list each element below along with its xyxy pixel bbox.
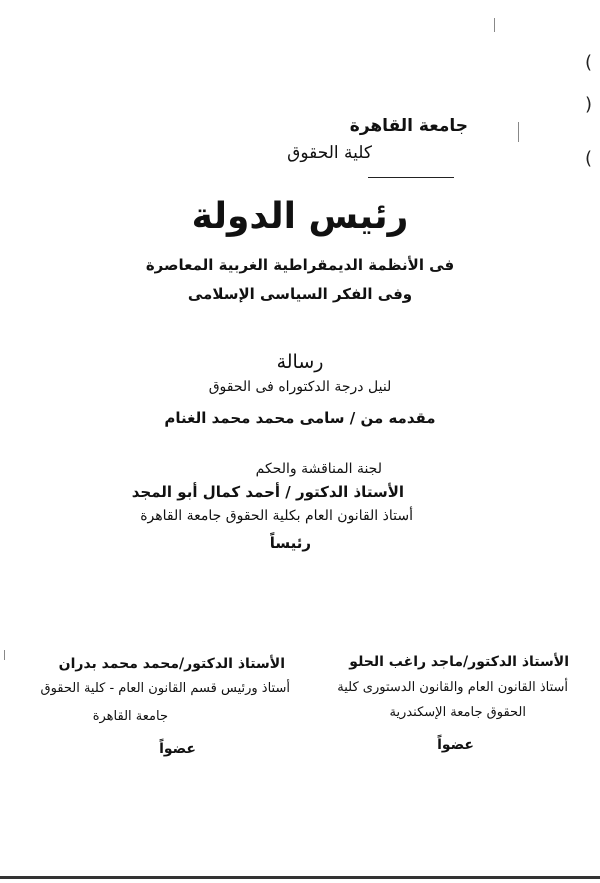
header-divider	[368, 177, 454, 178]
member-title-line-1: أستاذ ورئيس قسم القانون العام - كلية الحقوق	[40, 681, 290, 696]
chair-name: الأستاذ الدكتور / أحمد كمال أبو المجد	[131, 483, 404, 501]
chair-role: رئيساً	[269, 534, 311, 552]
university-name: جامعة القاهرة	[349, 116, 468, 136]
member-name: الأستاذ الدكتور/ماجد راغب الحلو	[349, 654, 569, 670]
member-role: عضواً	[159, 741, 196, 757]
member-role: عضواً	[437, 737, 474, 753]
thesis-label: رسالة	[276, 351, 324, 373]
member-title-line-1: أستاذ القانون العام والقانون الدستورى كلية	[337, 680, 568, 695]
thesis-title: رئيس الدولة	[191, 196, 409, 237]
member-title-line-2: جامعة القاهرة	[92, 709, 168, 724]
scan-speck	[4, 650, 5, 660]
margin-bracket-mark: )	[585, 94, 593, 115]
page-bottom-edge	[0, 876, 600, 879]
scan-speck	[518, 122, 519, 142]
member-name: الأستاذ الدكتور/محمد محمد بدران	[58, 656, 285, 672]
committee-heading: لجنة المناقشة والحكم	[255, 461, 382, 477]
margin-bracket-mark: (	[585, 52, 593, 73]
thesis-subtitle-line-2: وفى الفكر السياسى الإسلامى	[187, 285, 413, 303]
chair-title: أستاذ القانون العام بكلية الحقوق جامعة القاهرة	[140, 508, 413, 524]
scan-speck	[494, 18, 495, 32]
faculty-name: كلية الحقوق	[287, 143, 372, 163]
degree-line: لنيل درجة الدكتوراه فى الحقوق	[208, 379, 392, 395]
presenter-line: مقدمه من / سامى محمد محمد الغنام	[164, 409, 436, 427]
margin-bracket-mark: (	[585, 148, 593, 169]
member-title-line-2: الحقوق جامعة الإسكندرية	[389, 705, 526, 720]
thesis-subtitle-line-1: فى الأنظمة الديمقراطية الغربية المعاصرة	[145, 256, 455, 274]
